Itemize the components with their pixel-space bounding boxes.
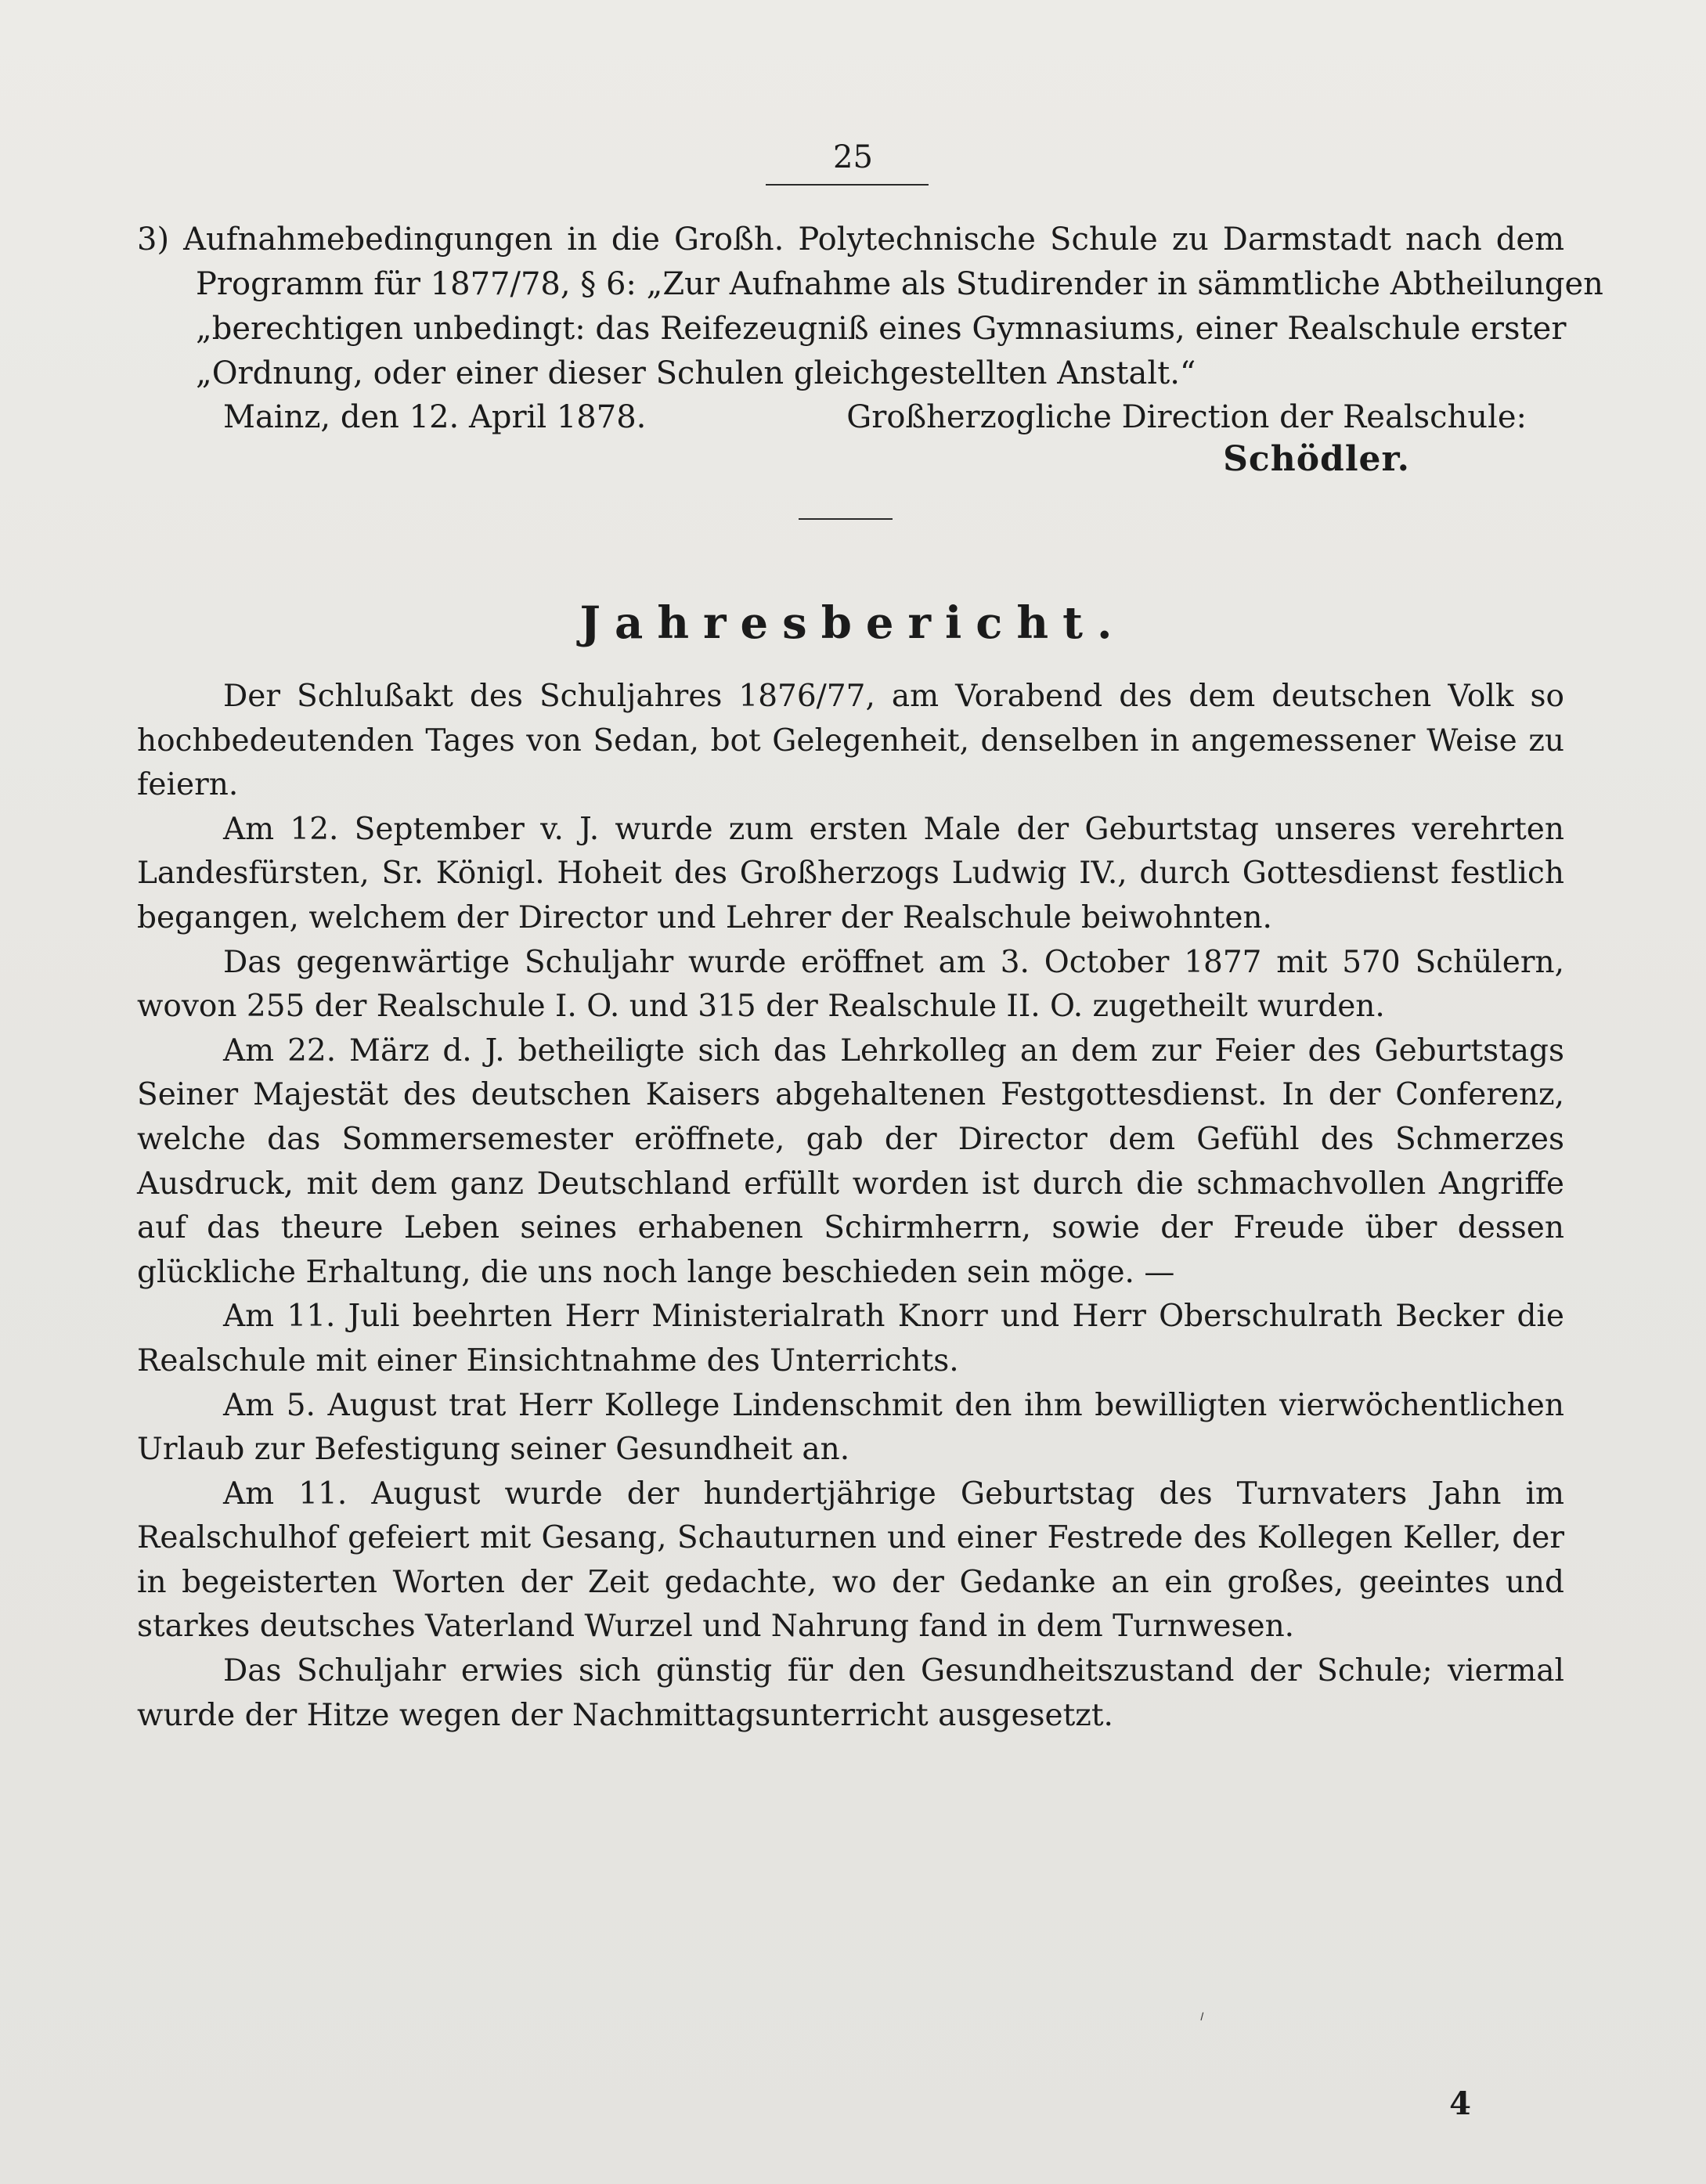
report-paragraph: Das Schuljahr erwies sich günstig für den Gesundheitszustand der Schule; viermal wurde der Hitze wegen der Nachmittagsunterricht ausgesetzt. [137, 1653, 1564, 1733]
header-rule [766, 184, 929, 186]
report-paragraph: Am 11. August wurde der hundertjährige Geburtstag des Turnvaters Jahn im Realschulhof gefeiert mit Gesang, Schauturnen und einer Festrede des Kollegen Keller, der in begeisterten Worten der Zeit gedachte, wo der Gedanke an ein großes, geeintes und starkes deutsches Vaterland Wurzel und Nahrung fand in dem Turnwesen. [137, 1476, 1564, 1645]
report-paragraph: Am 22. März d. J. betheiligte sich das Lehrkolleg an dem zur Feier des Geburtstags Seiner Majestät des deutschen Kaisers abgehaltenen Festgottesdienst. In der Conferenz, welche das Sommersemester eröffnete, gab der Director dem Gefühl des Schmerzes Ausdruck, mit dem ganz Deutschland erfüllt worden ist durch die schmachvollen Angriffe auf das theure Leben seines erhabenen Schirmherrn, sowie der Freude über dessen glückliche Erhaltung, die uns noch lange beschieden sein möge. — [137, 1033, 1564, 1290]
item3-line-3: „berechtigen unbedingt: das Reifezeugniß eines Gymnasiums, einer Realschule erster [196, 311, 1567, 347]
report-paragraph: Am 11. Juli beehrten Herr Ministerialrath Knorr und Herr Oberschulrath Becker die Realschule mit einer Einsichtnahme des Unterrichts. [137, 1299, 1564, 1379]
report-paragraph: Am 5. August trat Herr Kollege Lindenschmit den ihm bewilligten vierwöchentlichen Urlaub zur Befestigung seiner Gesundheit an. [137, 1387, 1564, 1468]
issuing-authority: Großherzogliche Direction der Realschule: [846, 399, 1527, 435]
place-date: Mainz, den 12. April 1878. [223, 399, 647, 435]
item3-line-4: „Ordnung, oder einer dieser Schulen gleichgestellten Anstalt.“ [196, 355, 1196, 391]
report-heading: Jahresbericht. [579, 597, 1127, 649]
signature-line [223, 395, 1527, 440]
item3-line-2: Programm für 1877/78, § 6: „Zur Aufnahme als Studirender in sämmtliche Abtheilungen [196, 266, 1603, 302]
report-paragraph: Der Schlußakt des Schuljahres 1876/77, am Vorabend des dem deutschen Volk so hochbedeutenden Tages von Sedan, bot Gelegenheit, denselben in angemessener Weise zu feiern. [137, 679, 1564, 803]
admission-conditions-item [137, 218, 1603, 396]
annual-report-body [137, 675, 1564, 1738]
report-paragraph: Am 12. September v. J. wurde zum ersten Male der Geburtstag unseres verehrten Landesfürsten, Sr. Königl. Hoheit des Großherzogs Ludwig IV., durch Gottesdienst festlich begangen, welchem der Director und Lehrer der Realschule beiwohnten. [137, 811, 1564, 935]
ink-speck: ⸝ [1192, 2002, 1210, 2024]
item3-line-1: 3) Aufnahmebedingungen in die Großh. Polytechnische Schule zu Darmstadt nach dem [137, 222, 1564, 258]
signer-name: Schödler. [1223, 439, 1410, 479]
page-number: 25 [833, 139, 873, 175]
section-divider-rule [799, 518, 893, 520]
report-paragraph: Das gegenwärtige Schuljahr wurde eröffnet am 3. October 1877 mit 570 Schülern, wovon 255 der Realschule I. O. und 315 der Realschule II. O. zugetheilt wurden. [137, 944, 1564, 1025]
signature-mark-number: 4 [1449, 2085, 1471, 2122]
